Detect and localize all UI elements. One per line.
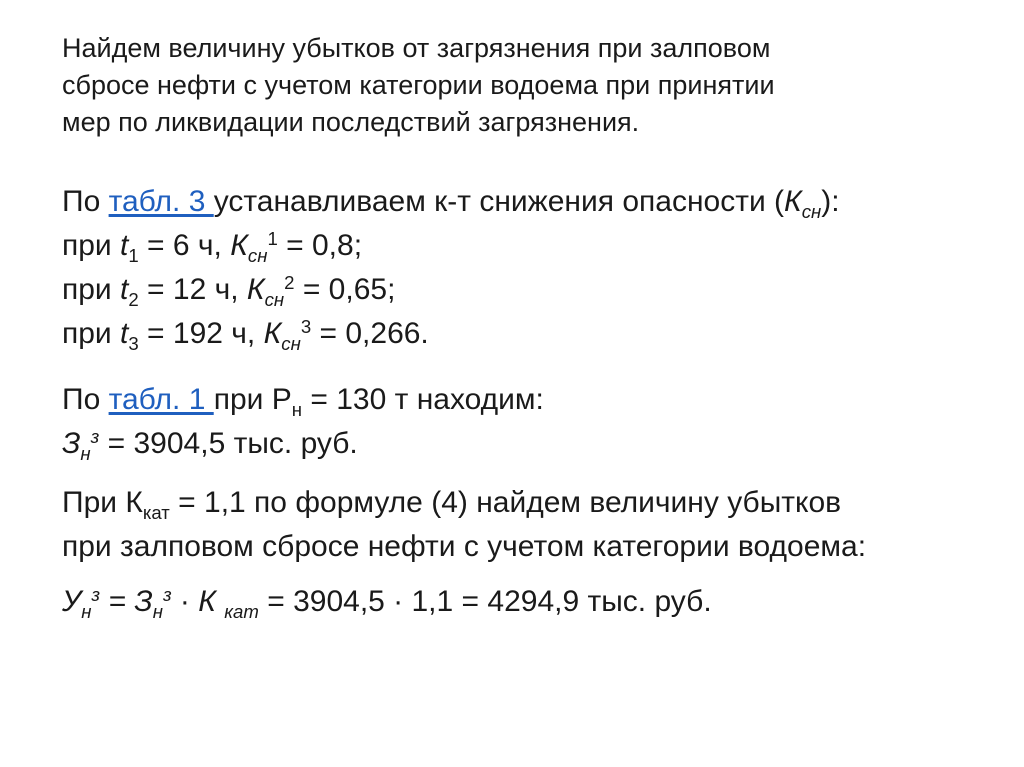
table1-line — [62, 378, 982, 422]
z-subscript: н — [152, 600, 163, 622]
t-subscript: 3 — [128, 332, 139, 354]
final-result: = 3904,5 · 1,1 = 4294,9 тыс. руб. — [258, 585, 712, 618]
final-formula-line — [62, 580, 982, 624]
kkat-prefix: При К — [62, 486, 143, 519]
reduction-coefficients-block — [62, 180, 982, 356]
k-symbol: К — [246, 273, 265, 306]
k-value: = 0,65; — [294, 273, 396, 306]
z-superscript: з — [90, 425, 100, 447]
z-superscript: з — [162, 583, 172, 605]
table1-link[interactable]: табл. 1 — [108, 383, 214, 416]
table1-prefix: По — [62, 383, 109, 416]
condition-line-2 — [62, 268, 982, 312]
final-formula-block — [62, 580, 982, 624]
t-subscript: 2 — [128, 288, 139, 310]
k-subscript: сн — [264, 288, 285, 310]
z-symbol: З — [134, 585, 153, 618]
condition-prefix: при — [62, 317, 121, 350]
k-value: = 0,8; — [277, 229, 363, 262]
u-superscript: з — [91, 583, 101, 605]
condition-prefix: при — [62, 273, 121, 306]
k-superscript: 3 — [300, 315, 312, 337]
t-subscript: 1 — [128, 244, 139, 266]
equals-sign: = — [100, 585, 135, 618]
time-value: = 6 ч, — [138, 229, 231, 262]
k-symbol: К — [230, 229, 248, 262]
k-subscript: кат — [224, 600, 259, 622]
intro-line-3: мер по ликвидации последствий загрязнения. — [62, 107, 640, 137]
k-subscript: сн — [247, 244, 268, 266]
k-symbol: К — [198, 585, 225, 618]
k-superscript: 1 — [267, 227, 278, 249]
kkat-rest: = 1,1 по формуле (4) найдем величину убытков — [169, 486, 842, 519]
u-subscript: н — [81, 600, 92, 622]
multiply-dot: · — [171, 585, 199, 618]
table1-suffix: = 130 т находим: — [302, 383, 544, 416]
table1-middle: при Р — [213, 383, 292, 416]
intro-line-2: сбросе нефти с учетом категории водоема при принятии — [62, 70, 775, 100]
t-symbol: t — [120, 273, 129, 306]
t-symbol: t — [120, 229, 129, 262]
table3-line — [62, 180, 982, 224]
t-symbol: t — [120, 317, 129, 350]
condition-line-1 — [62, 224, 982, 268]
condition-prefix: при — [62, 229, 121, 262]
z-symbol: З — [62, 427, 81, 460]
u-symbol: У — [62, 585, 82, 618]
k-superscript: 2 — [284, 271, 295, 293]
k-subscript: сн — [281, 332, 301, 354]
k-symbol: К — [263, 317, 282, 350]
zn-value: = 3904,5 тыс. руб. — [99, 427, 358, 460]
p-subscript: н — [291, 398, 303, 420]
table3-middle: устанавливаем к-т снижения опасности ( — [213, 185, 785, 218]
table3-prefix: По — [62, 185, 109, 218]
z-subscript: н — [80, 442, 91, 464]
category-coefficient-block — [62, 481, 982, 569]
k-value: = 0,266. — [311, 317, 429, 350]
kkat-subscript: кат — [142, 501, 170, 523]
time-value: = 192 ч, — [138, 317, 264, 350]
intro-paragraph — [62, 30, 982, 141]
kkat-line-1 — [62, 481, 982, 525]
zn-line — [62, 422, 982, 466]
base-damage-block — [62, 378, 982, 466]
k-subscript: сн — [801, 200, 822, 222]
table3-link[interactable]: табл. 3 — [108, 185, 214, 218]
time-value: = 12 ч, — [138, 273, 247, 306]
kkat-line-2: при залповом сбросе нефти с учетом категории водоема: — [62, 530, 867, 563]
k-symbol: К — [784, 185, 802, 218]
condition-line-3 — [62, 312, 982, 356]
intro-line-1: Найдем величину убытков от загрязнения при залповом — [62, 33, 771, 63]
table3-suffix: ): — [821, 185, 840, 218]
